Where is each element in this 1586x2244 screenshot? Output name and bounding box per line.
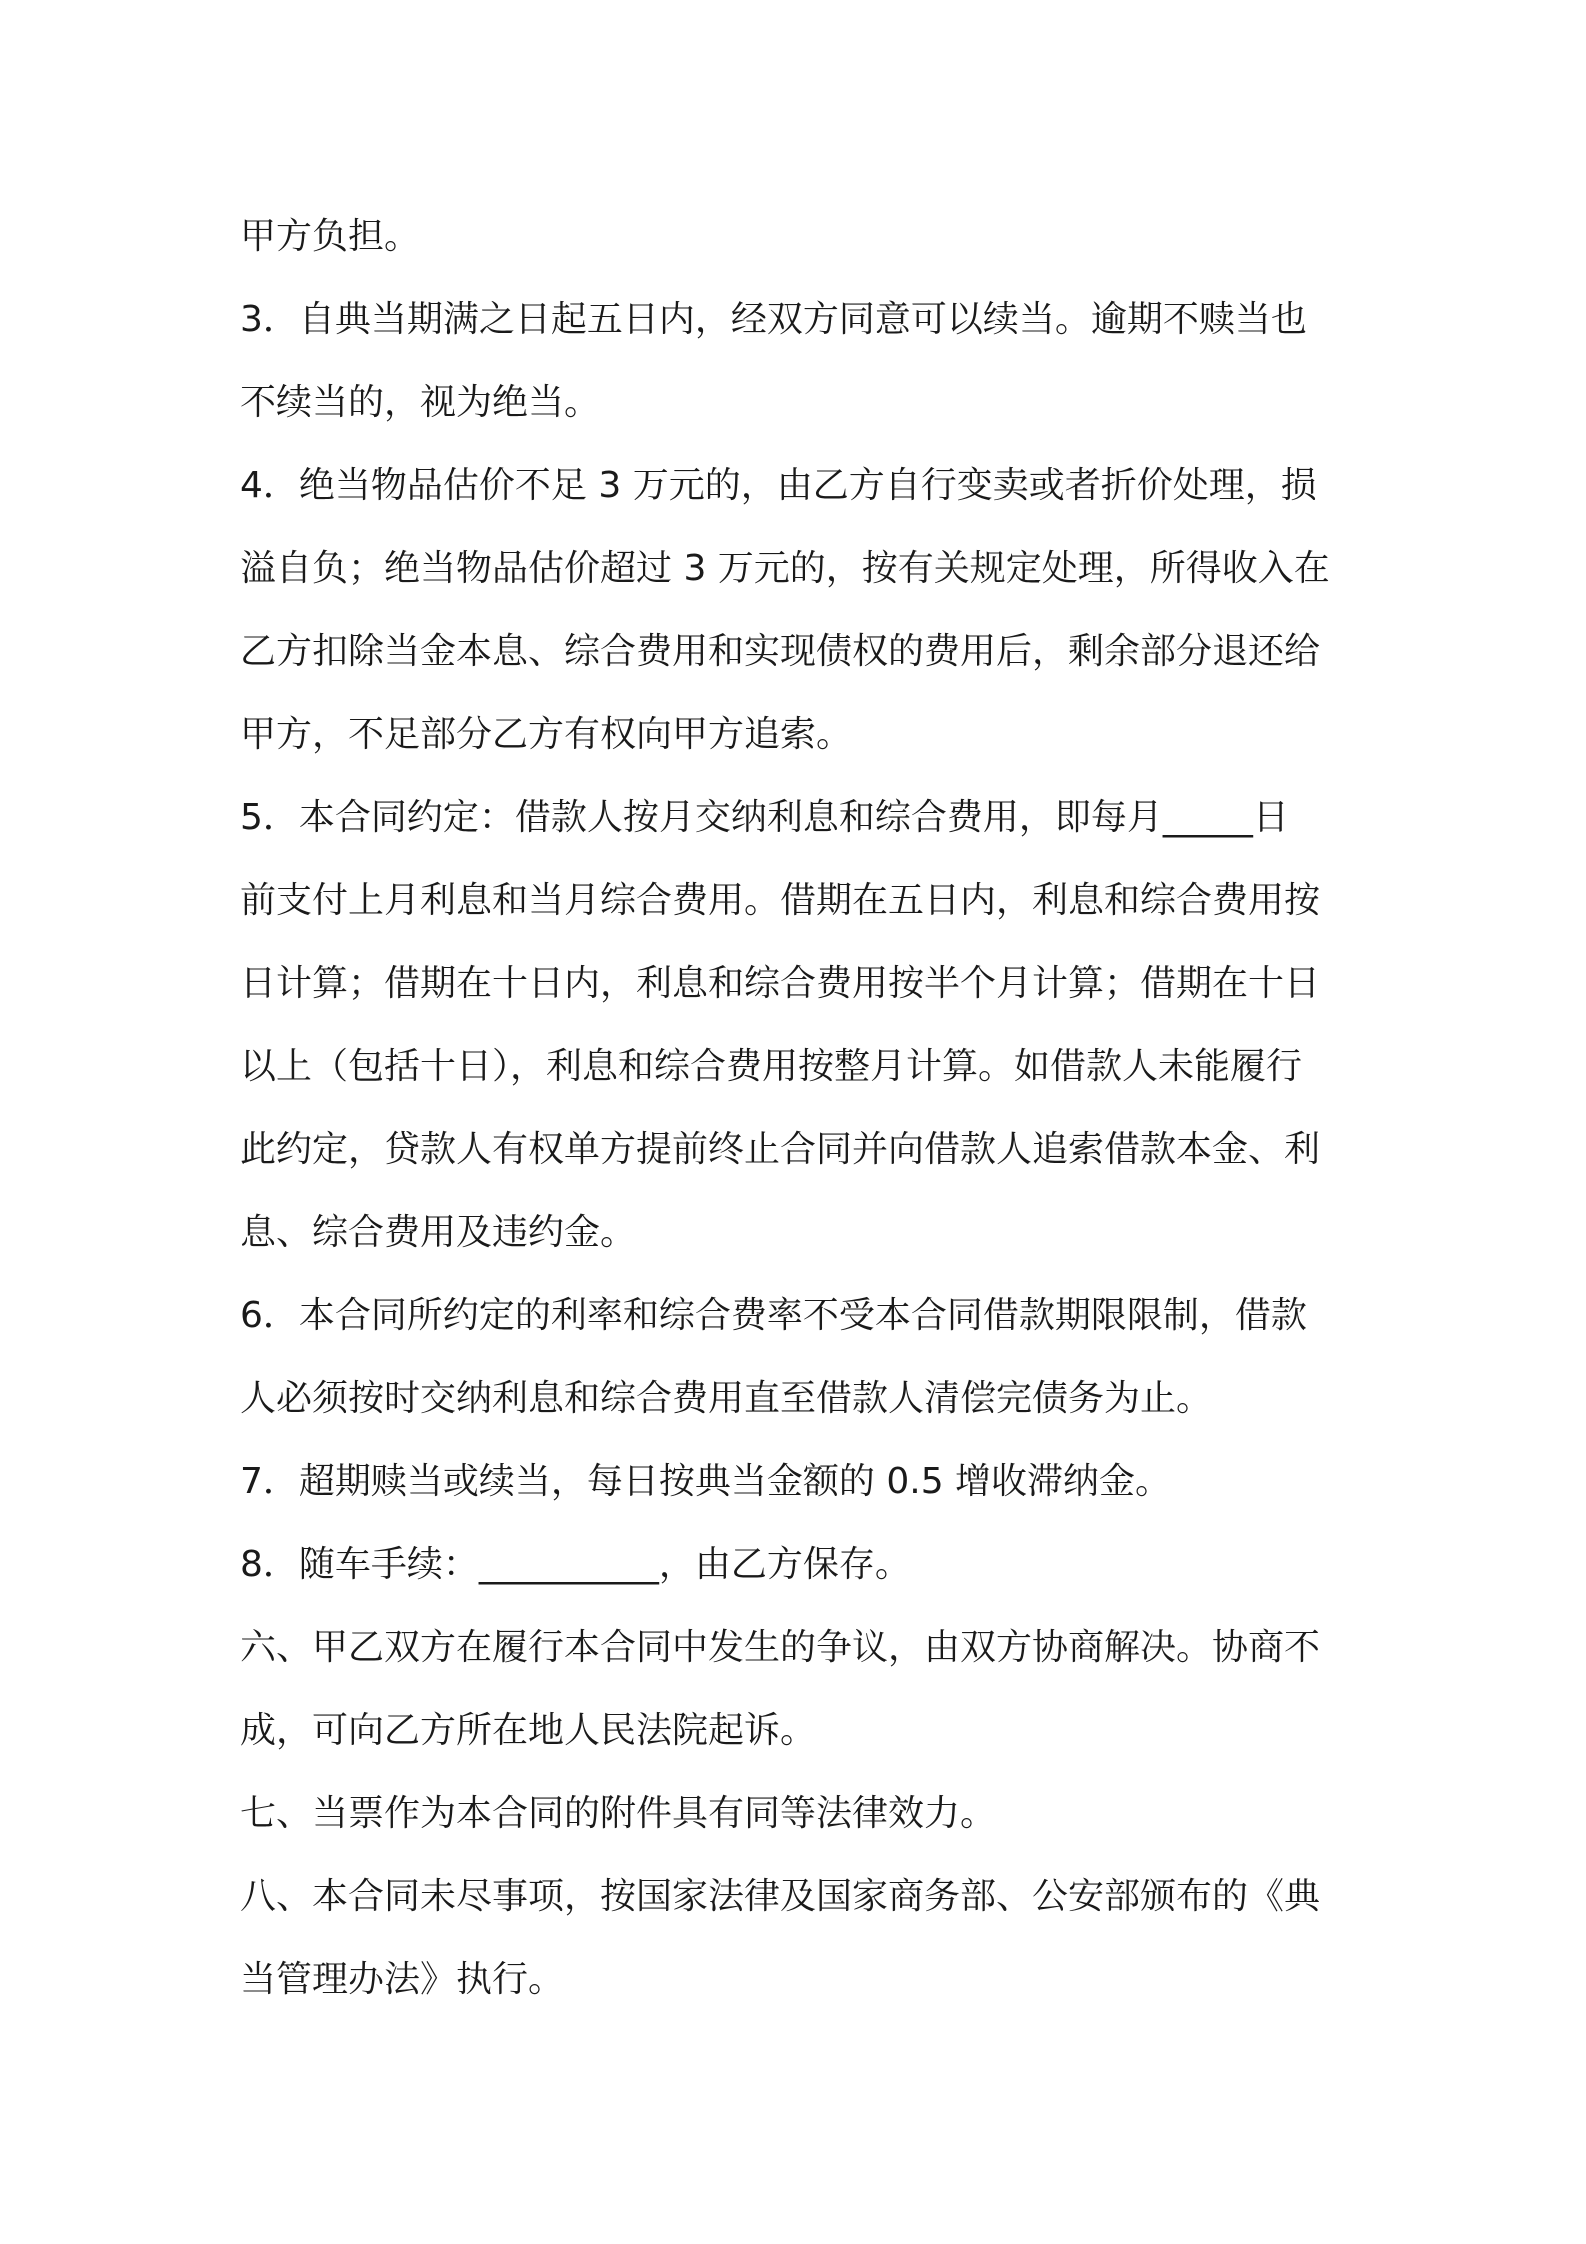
text-line: 成，可向乙方所在地人民法院起诉。: [240, 1710, 817, 1751]
text-line: 当管理办法》执行。: [240, 1959, 565, 2000]
text-line: 七、当票作为本合同的附件具有同等法律效力。: [240, 1793, 997, 1834]
text-line: 乙方扣除当金本息、综合费用和实现债权的费用后，剩余部分退还给: [240, 631, 1321, 672]
text-line: 此约定，贷款人有权单方提前终止合同并向借款人追索借款本金、利: [240, 1129, 1321, 1170]
text-line: 7．超期赎当或续当，每日按典当金额的 0.5 增收滞纳金。: [240, 1461, 1172, 1502]
text-line: 甲方负担。: [240, 216, 421, 257]
document-body: [240, 195, 1350, 2021]
text-line: 8．随车手续：__________，由乙方保存。: [240, 1544, 911, 1585]
text-line: 溢自负；绝当物品估价超过 3 万元的，按有关规定处理，所得收入在: [240, 548, 1330, 589]
text-line: 6．本合同所约定的利率和综合费率不受本合同借款期限限制，借款: [240, 1295, 1307, 1336]
text-line: 六、甲乙双方在履行本合同中发生的争议，由双方协商解决。协商不: [240, 1627, 1321, 1668]
text-line: 不续当的，视为绝当。: [240, 382, 601, 423]
text-line: 息、综合费用及违约金。: [240, 1212, 637, 1253]
text-line: 甲方，不足部分乙方有权向甲方追索。: [240, 714, 853, 755]
text-line: 5．本合同约定：借款人按月交纳利息和综合费用，即每月_____日: [240, 797, 1289, 838]
text-line: 八、本合同未尽事项，按国家法律及国家商务部、公安部颁布的《典: [240, 1876, 1321, 1917]
text-line: 以上（包括十日），利息和综合费用按整月计算。如借款人未能履行: [240, 1046, 1303, 1087]
text-line: 前支付上月利息和当月综合费用。借期在五日内，利息和综合费用按: [240, 880, 1321, 921]
text-line: 4．绝当物品估价不足 3 万元的，由乙方自行变卖或者折价处理，损: [240, 465, 1317, 506]
text-line: 3．自典当期满之日起五日内，经双方同意可以续当。逾期不赎当也: [240, 299, 1307, 340]
text-line: 日计算；借期在十日内，利息和综合费用按半个月计算；借期在十日: [240, 963, 1321, 1004]
text-line: 人必须按时交纳利息和综合费用直至借款人清偿完债务为止。: [240, 1378, 1213, 1419]
